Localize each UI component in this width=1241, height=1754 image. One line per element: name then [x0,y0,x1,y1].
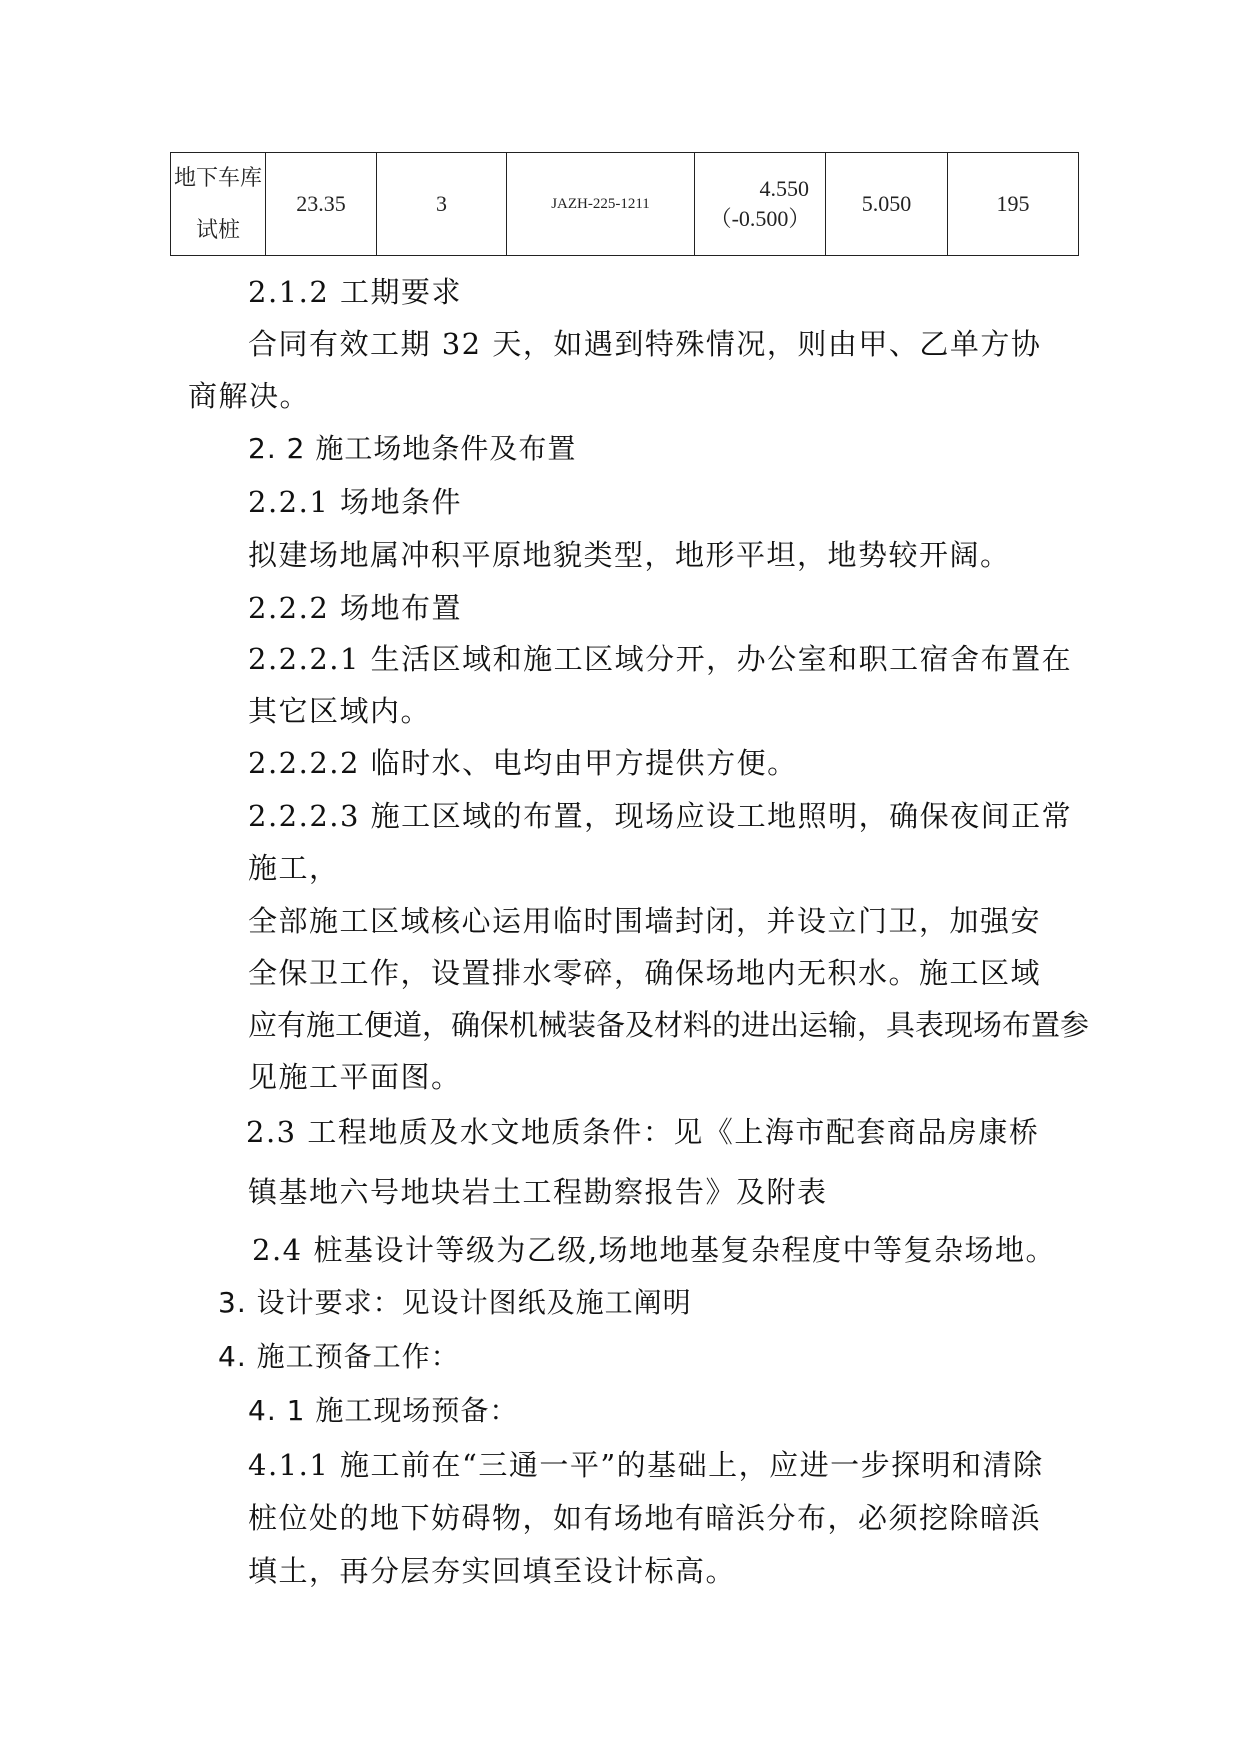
paragraph-line: 桩位处的地下妨碍物，如有场地有暗浜分布，必须挖除暗浜 [248,1501,1042,1535]
paragraph-line: 其它区域内。 [248,694,432,728]
pile-model-cell: JAZH-225-1211 [507,153,695,256]
paragraph-line: 应有施工便道，确保机械装备及材料的进出运输，具表现场布置参 [248,1008,1090,1042]
heading-3: 3. 设计要求：见设计图纸及施工阐明 [218,1286,692,1319]
pile-spec-table [170,152,1079,256]
pile-depth-cell: 5.050 [826,153,948,256]
paragraph-line: 2.2.2.3 施工区域的布置，现场应设工地照明，确保夜间正常 [248,799,1073,833]
pile-capacity-cell: 195 [948,153,1079,256]
paragraph-line: 拟建场地属冲积平原地貌类型，地形平坦，地势较开阔。 [248,538,1011,572]
paragraph-line: 施工， [248,851,340,885]
heading-4-1: 4. 1 施工现场预备： [248,1394,519,1427]
heading-2-2-2: 2.2.2 场地布置 [248,591,463,625]
paragraph-line: 填土，再分层夯实回填至设计标高。 [248,1554,737,1588]
paragraph-line: 2.2.2.1 生活区域和施工区域分开，办公室和职工宿舍布置在 [248,642,1073,676]
pile-count-cell: 3 [377,153,507,256]
heading-2-1-2: 2.1.2 工期要求 [248,275,463,309]
heading-2-4: 2.4 桩基设计等级为乙级,场地地基复杂程度中等复杂场地。 [252,1233,1057,1267]
heading-4: 4. 施工预备工作： [218,1340,460,1373]
paragraph-line: 见施工平面图。 [248,1060,462,1094]
heading-2-3: 2.3 工程地质及水文地质条件：见《上海市配套商品房康桥 [246,1115,1040,1149]
paragraph-line: 全保卫工作，设置排水零碎，确保场地内无积水。施工区域 [248,956,1042,990]
table-row [171,153,1079,256]
paragraph-line: 4.1.1 施工前在“三通一平”的基础上，应进一步探明和清除 [248,1448,1044,1482]
pile-location-cell: 地下车库 试桩 [171,153,266,256]
paragraph-line: 2.2.2.2 临时水、电均由甲方提供方便。 [248,746,798,780]
heading-2-2: 2. 2 施工场地条件及布置 [248,432,577,465]
heading-2-2-1: 2.2.1 场地条件 [248,485,463,519]
paragraph-line: 镇基地六号地块岩土工程勘察报告》及附表 [248,1175,828,1209]
pile-elevation-cell: 4.550 （-0.500） [695,153,826,256]
paragraph-line: 全部施工区域核心运用临时围墙封闭，并设立门卫，加强安 [248,904,1042,938]
paragraph-line: 商解决。 [188,379,311,413]
pile-length-cell: 23.35 [266,153,377,256]
paragraph-line: 合同有效工期 32 天，如遇到特殊情况，则由甲、乙单方协 [248,327,1042,361]
